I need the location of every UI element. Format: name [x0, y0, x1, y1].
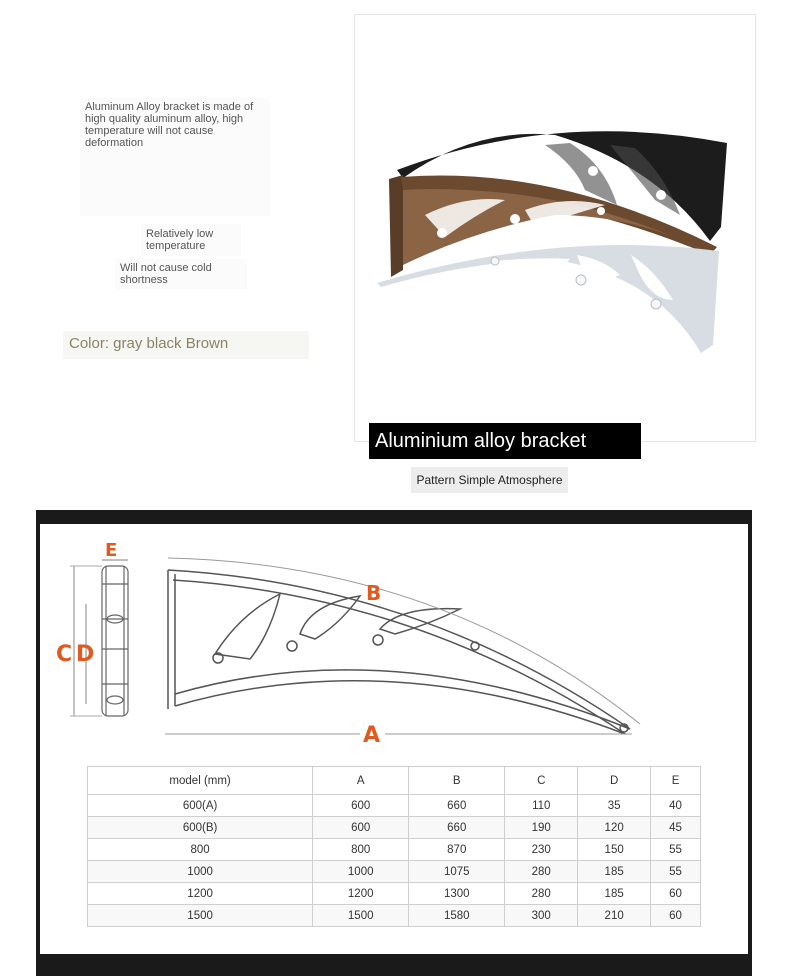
table-cell: 60 — [651, 905, 701, 927]
table-cell: 1500 — [88, 905, 313, 927]
table-cell: 600(B) — [88, 817, 313, 839]
table-cell: 600 — [313, 817, 409, 839]
table-row — [88, 839, 701, 861]
table-cell: 185 — [578, 861, 651, 883]
spec-table — [87, 766, 701, 927]
table-cell: 1075 — [409, 861, 505, 883]
table-cell: 55 — [651, 861, 701, 883]
header-model: model (mm) — [88, 767, 313, 795]
table-cell: 120 — [578, 817, 651, 839]
table-cell: 660 — [409, 817, 505, 839]
table-row — [88, 817, 701, 839]
table-cell: 600 — [313, 795, 409, 817]
header-e: E — [651, 767, 701, 795]
label-b: B — [366, 581, 382, 605]
product-subtitle-text: Pattern Simple Atmosphere — [416, 473, 563, 487]
table-cell: 280 — [505, 883, 578, 905]
label-d: D — [76, 642, 95, 667]
label-c: C — [56, 642, 73, 667]
table-cell: 1300 — [409, 883, 505, 905]
table-cell: 1580 — [409, 905, 505, 927]
spec-panel — [36, 510, 752, 976]
low-temperature-note — [141, 224, 241, 256]
cold-shortness-text: Will not cause cold shortness — [120, 262, 212, 286]
cold-shortness-note — [115, 259, 247, 289]
table-cell: 55 — [651, 839, 701, 861]
table-cell: 1000 — [88, 861, 313, 883]
table-cell: 1200 — [313, 883, 409, 905]
product-title-text: Aluminium alloy bracket — [375, 430, 587, 452]
table-cell: 280 — [505, 861, 578, 883]
color-options-text: Color: gray black Brown — [69, 335, 229, 352]
header-c: C — [505, 767, 578, 795]
label-e: E — [105, 540, 118, 561]
brackets-illustration — [355, 15, 755, 441]
silver-bracket — [377, 245, 719, 353]
spec-table-header — [88, 767, 701, 795]
table-cell: 210 — [578, 905, 651, 927]
table-cell: 1500 — [313, 905, 409, 927]
table-cell: 800 — [313, 839, 409, 861]
product-title — [369, 423, 641, 459]
table-cell: 35 — [578, 795, 651, 817]
product-photo — [354, 14, 756, 442]
table-row — [88, 795, 701, 817]
color-options — [63, 331, 309, 359]
table-row — [88, 883, 701, 905]
table-cell: 190 — [505, 817, 578, 839]
table-cell: 870 — [409, 839, 505, 861]
table-cell: 110 — [505, 795, 578, 817]
material-note-text: Aluminum Alloy bracket is made of high quality aluminum alloy, high temperature will not cause deformation — [85, 101, 254, 149]
table-cell: 1200 — [88, 883, 313, 905]
table-cell: 800 — [88, 839, 313, 861]
table-cell: 40 — [651, 795, 701, 817]
product-subtitle — [411, 467, 568, 493]
header-a: A — [313, 767, 409, 795]
header-d: D — [578, 767, 651, 795]
material-note — [80, 98, 270, 216]
table-cell: 60 — [651, 883, 701, 905]
header-b: B — [409, 767, 505, 795]
table-cell: 300 — [505, 905, 578, 927]
dimension-diagram — [40, 524, 748, 759]
table-cell: 660 — [409, 795, 505, 817]
label-a: A — [363, 723, 381, 748]
table-cell: 600(A) — [88, 795, 313, 817]
table-cell: 230 — [505, 839, 578, 861]
table-row — [88, 861, 701, 883]
main-bracket-outline — [165, 558, 640, 734]
table-cell: 1000 — [313, 861, 409, 883]
table-row — [88, 905, 701, 927]
side-view — [70, 560, 128, 716]
low-temperature-text: Relatively low temperature — [146, 228, 214, 252]
table-cell: 150 — [578, 839, 651, 861]
table-cell: 185 — [578, 883, 651, 905]
table-cell: 45 — [651, 817, 701, 839]
spec-panel-inner — [40, 524, 748, 954]
